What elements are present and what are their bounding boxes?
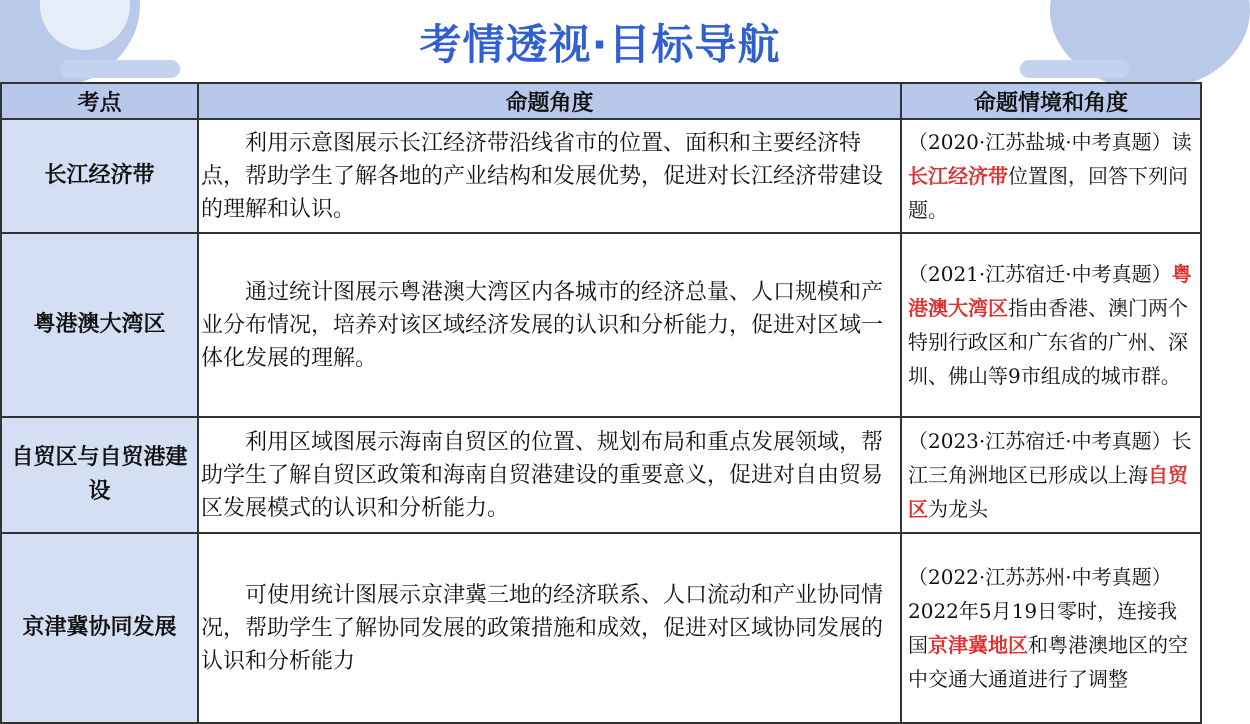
row-description: 可使用统计图展示京津冀三地的经济联系、人口流动和产业协同情况，帮助学生了解协同发展的政策措施和成效，促进对区域协同发展的认识和分析能力 — [198, 533, 901, 723]
context-highlight: 长江经济带 — [908, 164, 1008, 188]
context-highlight: 京津冀地区 — [928, 633, 1028, 657]
row-topic: 粤港澳大湾区 — [1, 233, 198, 417]
row-context — [901, 119, 1201, 233]
table-header-row — [1, 83, 1201, 119]
table-row — [1, 533, 1201, 723]
header-angle: 命题角度 — [198, 83, 901, 119]
context-text: （2020·江苏盐城·中考真题）读 — [908, 130, 1192, 154]
context-text: 位置图，回答下列问题。 — [908, 164, 1188, 222]
row-topic: 京津冀协同发展 — [1, 533, 198, 723]
row-context — [901, 233, 1201, 417]
exam-table — [0, 82, 1202, 724]
context-text: 和粤港澳地区的空中交通大通道进行了调整 — [908, 633, 1188, 691]
context-text: （2022·江苏苏州·中考真题）2022年5月19日零时，连接我国 — [908, 565, 1178, 657]
table-row — [1, 233, 1201, 417]
table-row — [1, 119, 1201, 233]
context-highlight: 粤港澳大湾区 — [908, 262, 1192, 320]
row-topic: 长江经济带 — [1, 119, 198, 233]
page-title: 考情透视·目标导航 — [419, 20, 781, 69]
context-text: 指由香港、澳门两个特别行政区和广东省的广州、深圳、佛山等9市组成的城市群。 — [908, 296, 1188, 388]
context-text: 为龙头 — [928, 497, 988, 521]
context-highlight: 自贸区 — [908, 463, 1188, 521]
row-context — [901, 533, 1201, 723]
row-description: 利用示意图展示长江经济带沿线省市的位置、面积和主要经济特点，帮助学生了解各地的产业结构和发展优势，促进对长江经济带建设的理解和认识。 — [198, 119, 901, 233]
row-topic: 自贸区与自贸港建设 — [1, 417, 198, 533]
row-description: 利用区域图展示海南自贸区的位置、规划布局和重点发展领域，帮助学生了解自贸区政策和海南自贸港建设的重要意义，促进对自由贸易区发展模式的认识和分析能力。 — [198, 417, 901, 533]
row-context — [901, 417, 1201, 533]
header-topic: 考点 — [1, 83, 198, 119]
context-text: （2023·江苏宿迁·中考真题）长江三角洲地区已形成以上海 — [908, 429, 1192, 487]
row-description: 通过统计图展示粤港澳大湾区内各城市的经济总量、人口规模和产业分布情况，培养对该区域经济发展的认识和分析能力，促进对区域一体化发展的理解。 — [198, 233, 901, 417]
table-row — [1, 417, 1201, 533]
header-context: 命题情境和角度 — [901, 83, 1201, 119]
context-text: （2021·江苏宿迁·中考真题） — [908, 262, 1172, 286]
table-container — [0, 82, 1200, 691]
